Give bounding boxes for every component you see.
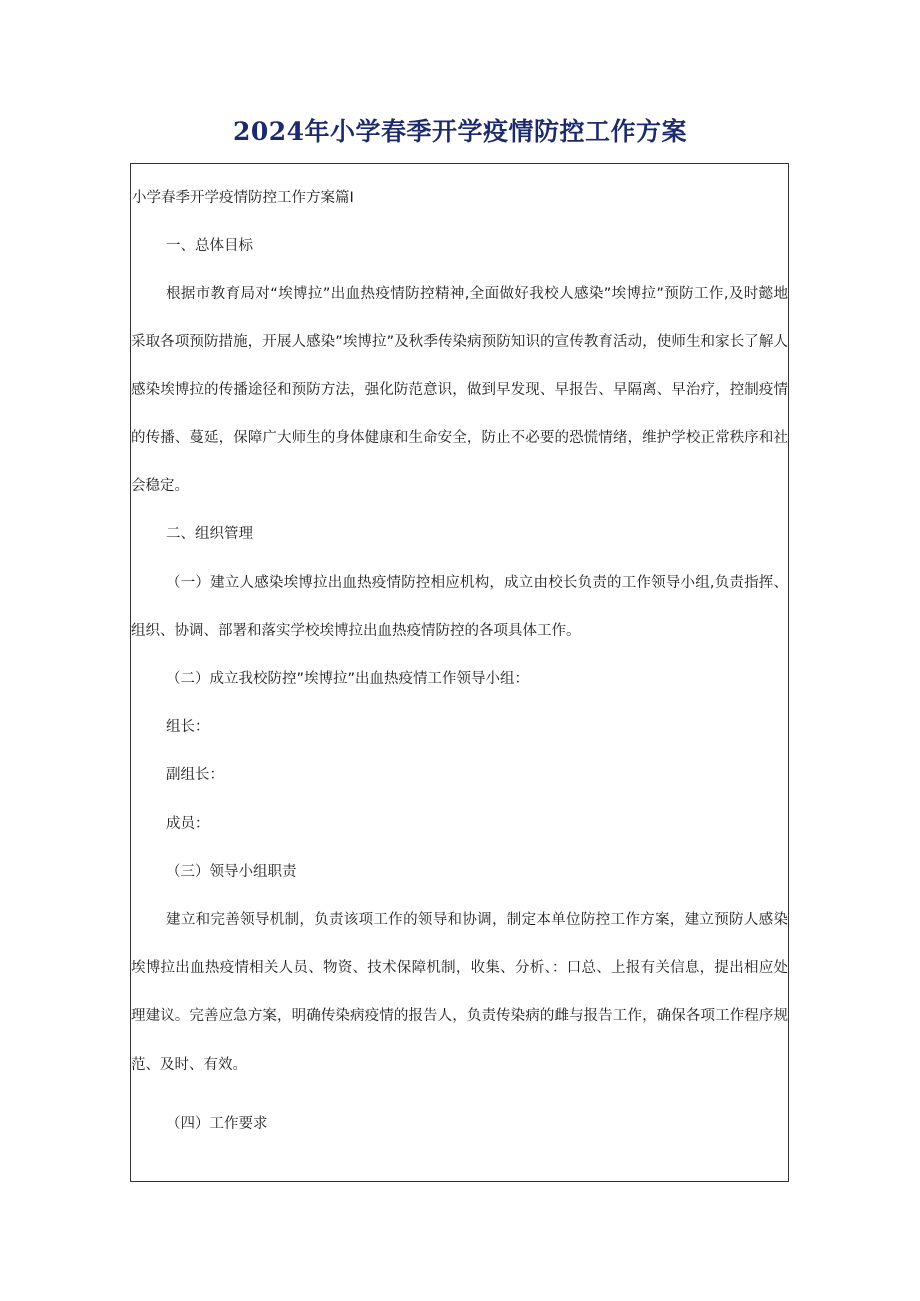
paragraph-line: 建立和完善领导机制，负责该项工作的领导和协调，制定本单位防控工作方案，建立预防人感染 (166, 912, 788, 928)
paragraph-line: 感染埃博拉的传播途径和预防方法，强化防范意识，做到早发现、早报告、早隔离、早治疗，控制疫情 (131, 382, 788, 398)
label-members: 成员： (166, 816, 210, 832)
paragraph-line: 采取各项预防措施，开展人感染”埃博拉”及秋季传染病预防知识的宣传教育活动，使师生和家长了解人 (131, 334, 788, 350)
document-title: 2024年小学春季开学疫情防控工作方案 (232, 117, 688, 146)
paragraph-line: （一）建立人感染埃博拉出血热疫情防控相应机构，成立由校长负责的工作领导小组,负责指挥、 (166, 575, 788, 591)
paragraph-line: 埃博拉出血热疫情相关人员、物资、技术保障机制，收集、分析、：口总、上报有关信息，提出相应处 (131, 960, 788, 976)
paragraph-line: 会稳定。 (131, 478, 189, 494)
paragraph-line: 的传播、蔓延，保障广大师生的身体健康和生命安全，防止不必要的恐慌情绪，维护学校正常秩序和社 (131, 430, 788, 446)
section-subtitle: 小学春季开学疫情防控工作方案篇I (132, 190, 354, 206)
label-deputy-leader: 副组长： (166, 767, 224, 783)
paragraph-line: 范、及时、有效。 (131, 1057, 247, 1073)
heading-overall-goal: 一、总体目标 (166, 238, 253, 254)
heading-organization: 二、组织管理 (166, 526, 253, 542)
content-frame (130, 163, 789, 1182)
paragraph-line: 理建议。完善应急方案，明确传染病疫情的报告人，负责传染病的雌与报告工作，确保各项工作程序规 (131, 1008, 788, 1024)
subheading-work-requirements: （四）工作要求 (166, 1116, 268, 1132)
paragraph-line: 根据市教育局对“埃博拉”出血热疫情防控精神,全面做好我校人感染”埃博拉”预防工作,及时懿地 (166, 286, 788, 302)
subheading-leading-group: （二）成立我校防控”埃博拉”出血热疫情工作领导小组： (166, 671, 530, 687)
subheading-group-duties: （三）领导小组职责 (166, 864, 297, 880)
label-leader: 组长： (166, 719, 210, 735)
paragraph-line: 组织、协调、部署和落实学校埃博拉出血热疫情防控的各项具体工作。 (131, 623, 581, 639)
